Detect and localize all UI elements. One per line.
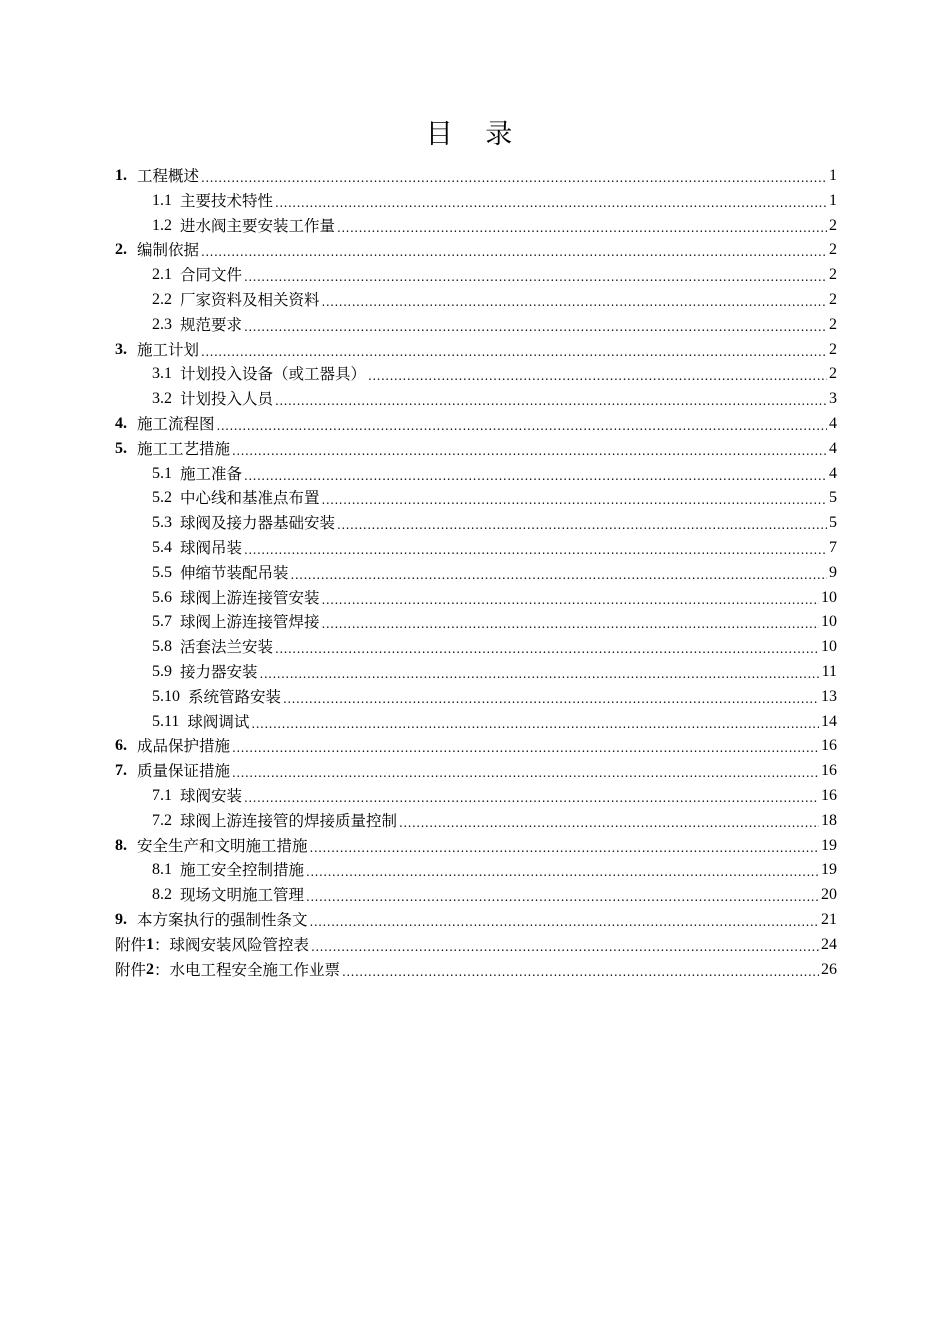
- toc-entry-page-number: 10: [821, 588, 837, 606]
- toc-entry-label: 进水阀主要安装工作量: [180, 216, 336, 235]
- toc-entry-label: 施工安全控制措施: [180, 861, 305, 880]
- toc-entry-page-number: 2: [829, 241, 837, 259]
- toc-entry-label: 合同文件: [180, 266, 243, 285]
- toc-entry-label: 活套法兰安装: [180, 638, 274, 657]
- toc-leader-dots: [322, 586, 819, 611]
- toc-entry-number: 8.2: [152, 886, 172, 904]
- toc-leader-dots: [399, 809, 819, 834]
- toc-entry[interactable]: [115, 586, 837, 611]
- toc-entry-number: 3.2: [152, 390, 172, 408]
- toc-entry-label: 成品保护措施: [137, 737, 231, 756]
- toc-entry-number: 5.: [115, 439, 127, 457]
- toc-entry-number: 7.: [115, 762, 127, 780]
- toc-entry[interactable]: [115, 710, 837, 735]
- toc-entry-label: 球阀及接力器基础安装: [180, 514, 336, 533]
- toc-leader-dots: [322, 288, 827, 313]
- toc-entry[interactable]: [115, 536, 837, 561]
- toc-entry-number: 5.7: [152, 613, 172, 631]
- toc-entry-page-number: 2: [829, 340, 837, 358]
- toc-leader-dots: [306, 858, 819, 883]
- toc-entry-number: 5.2: [152, 489, 172, 507]
- toc-entry-number: 4.: [115, 414, 127, 432]
- toc-leader-dots: [244, 784, 819, 809]
- toc-leader-dots: [342, 958, 819, 983]
- toc-entry[interactable]: [115, 883, 837, 908]
- table-of-contents: [115, 164, 837, 982]
- toc-entry-page-number: 10: [821, 638, 837, 656]
- toc-entry-label: 工程概述: [137, 167, 200, 185]
- toc-leader-dots: [251, 710, 819, 735]
- toc-entry-label: 接力器安装: [180, 662, 258, 681]
- toc-entry-page-number: 1: [829, 191, 837, 209]
- toc-entry[interactable]: [115, 908, 837, 933]
- toc-entry-label: 计划投入人员: [180, 390, 274, 409]
- toc-leader-dots: [244, 263, 827, 288]
- toc-leader-dots: [311, 933, 819, 958]
- toc-entry[interactable]: [115, 858, 837, 883]
- toc-leader-dots: [322, 610, 819, 635]
- toc-entry[interactable]: [115, 263, 837, 288]
- toc-entry-page-number: 4: [829, 414, 837, 432]
- toc-entry-label: 现场文明施工管理: [180, 886, 305, 905]
- toc-entry[interactable]: [115, 784, 837, 809]
- toc-entry-number: 5.4: [152, 538, 172, 556]
- toc-entry-label: 施工流程图: [137, 414, 215, 433]
- toc-entry-label: 施工工艺措施: [137, 439, 231, 458]
- toc-entry[interactable]: [115, 834, 837, 859]
- toc-entry-number: 5.10: [152, 687, 180, 705]
- toc-entry-number: 5.8: [152, 638, 172, 656]
- toc-entry[interactable]: [115, 958, 837, 983]
- toc-entry[interactable]: [115, 313, 837, 338]
- toc-entry-number: 8.1: [152, 861, 172, 879]
- toc-entry-page-number: 11: [821, 662, 837, 680]
- toc-entry-label: 球阀安装: [180, 786, 243, 805]
- toc-entry[interactable]: [115, 933, 837, 958]
- toc-entry-page-number: 24: [821, 935, 837, 953]
- toc-entry-label: 施工准备: [180, 464, 243, 483]
- toc-entry-prefix: 附件: [115, 960, 147, 979]
- toc-entry-number: 5.5: [152, 563, 172, 581]
- toc-leader-dots: [275, 189, 827, 214]
- toc-leader-dots: [337, 511, 827, 536]
- toc-entry-number: 2.1: [152, 266, 172, 284]
- toc-entry-page-number: 16: [821, 762, 837, 780]
- toc-entry[interactable]: [115, 734, 837, 759]
- toc-entry-number: 1.: [115, 167, 127, 184]
- toc-leader-dots: [201, 338, 827, 363]
- toc-entry[interactable]: [115, 338, 837, 363]
- toc-entry-label: 安全生产和文明施工措施: [137, 836, 308, 855]
- toc-entry-label: 施工计划: [137, 340, 200, 359]
- toc-entry-number: 2.3: [152, 315, 172, 333]
- toc-entry-number: 2.2: [152, 290, 172, 308]
- toc-entry-number: 5.11: [152, 712, 180, 730]
- toc-entry[interactable]: [115, 412, 837, 437]
- toc-entry-page-number: 21: [821, 910, 837, 928]
- toc-entry-label: 中心线和基准点布置: [180, 489, 320, 508]
- toc-entry[interactable]: [115, 561, 837, 586]
- toc-entry-number: 1: [146, 935, 155, 953]
- toc-entry-number: 5.3: [152, 514, 172, 532]
- toc-entry-page-number: 19: [821, 836, 837, 854]
- toc-entry-page-number: 14: [821, 712, 837, 730]
- toc-entry-page-number: 18: [821, 811, 837, 829]
- toc-leader-dots: [310, 908, 819, 933]
- toc-entry-number: 7.2: [152, 811, 172, 829]
- toc-entry-page-number: 4: [829, 464, 837, 482]
- toc-leader-dots: [275, 635, 819, 660]
- toc-entry-page-number: 2: [829, 365, 837, 383]
- toc-entry-label: 球阀上游连接管的焊接质量控制: [180, 811, 398, 830]
- toc-entry-label: 系统管路安装: [188, 687, 282, 706]
- toc-entry[interactable]: [115, 660, 837, 685]
- toc-entry-page-number: 7: [829, 538, 837, 556]
- toc-entry[interactable]: [115, 610, 837, 635]
- toc-entry-number: 9.: [115, 910, 127, 928]
- toc-entry-page-number: 4: [829, 439, 837, 457]
- toc-leader-dots: [260, 660, 820, 685]
- toc-leader-dots: [232, 759, 819, 784]
- toc-entry-label: ：水电工程安全施工作业票: [154, 960, 341, 979]
- toc-entry-page-number: 1: [829, 167, 837, 184]
- toc-leader-dots: [201, 164, 827, 189]
- toc-entry[interactable]: [115, 759, 837, 784]
- toc-entry-number: 5.6: [152, 588, 172, 606]
- toc-entry-number: 1.1: [152, 191, 172, 209]
- toc-leader-dots: [201, 238, 827, 263]
- toc-leader-dots: [291, 561, 827, 586]
- toc-entry-label: 本方案执行的强制性条文: [137, 910, 308, 929]
- toc-entry-label: 规范要求: [180, 315, 243, 334]
- toc-entry-number: 1.2: [152, 216, 172, 234]
- toc-leader-dots: [283, 685, 819, 710]
- toc-entry[interactable]: [115, 685, 837, 710]
- toc-entry-number: 3.1: [152, 365, 172, 383]
- toc-entry-label: 主要技术特性: [180, 191, 274, 210]
- toc-leader-dots: [232, 437, 827, 462]
- toc-entry-label: 球阀调试: [187, 712, 250, 731]
- toc-leader-dots: [306, 883, 819, 908]
- toc-entry[interactable]: [115, 809, 837, 834]
- toc-entry-number: 8.: [115, 836, 127, 854]
- toc-entry[interactable]: [115, 511, 837, 536]
- toc-entry[interactable]: [115, 387, 837, 412]
- toc-entry-label: 编制依据: [137, 241, 200, 260]
- toc-entry-page-number: 10: [821, 613, 837, 631]
- toc-entry[interactable]: [115, 189, 837, 214]
- toc-leader-dots: [275, 387, 827, 412]
- toc-entry[interactable]: [115, 486, 837, 511]
- toc-entry[interactable]: [115, 214, 837, 239]
- toc-entry-number: 5.1: [152, 464, 172, 482]
- toc-entry-number: 5.9: [152, 662, 172, 680]
- toc-entry-page-number: 9: [829, 563, 837, 581]
- toc-leader-dots: [244, 536, 827, 561]
- toc-entry-page-number: 2: [829, 290, 837, 308]
- toc-entry[interactable]: [115, 238, 837, 263]
- toc-entry-number: 2.: [115, 241, 127, 259]
- toc-entry-page-number: 2: [829, 216, 837, 234]
- toc-leader-dots: [310, 834, 819, 859]
- toc-title: 目 录: [425, 119, 525, 150]
- toc-entry[interactable]: [115, 437, 837, 462]
- toc-entry-page-number: 16: [821, 737, 837, 755]
- toc-entry-label: 球阀吊装: [180, 538, 243, 557]
- toc-entry-page-number: 2: [829, 266, 837, 284]
- toc-entry-page-number: 3: [829, 390, 837, 408]
- toc-entry-page-number: 19: [821, 861, 837, 879]
- toc-entry[interactable]: [115, 164, 837, 189]
- toc-entry-label: 球阀上游连接管焊接: [180, 613, 320, 632]
- toc-leader-dots: [322, 486, 827, 511]
- toc-entry-page-number: 2: [829, 315, 837, 333]
- toc-entry-number: 7.1: [152, 786, 172, 804]
- toc-leader-dots: [244, 313, 827, 338]
- toc-entry-label: 计划投入设备（或工器具）: [180, 365, 367, 384]
- toc-entry-label: ：球阀安装风险管控表: [154, 935, 310, 954]
- toc-leader-dots: [217, 412, 827, 437]
- toc-entry-page-number: 5: [829, 489, 837, 507]
- toc-entry-number: 3.: [115, 340, 127, 358]
- toc-entry-page-number: 5: [829, 514, 837, 532]
- toc-entry-prefix: 附件: [115, 935, 147, 954]
- toc-leader-dots: [244, 462, 827, 487]
- toc-entry-label: 质量保证措施: [137, 762, 231, 781]
- toc-entry[interactable]: [115, 362, 837, 387]
- toc-entry-page-number: 26: [821, 960, 837, 978]
- toc-leader-dots: [368, 362, 827, 387]
- toc-entry-number: 2: [146, 960, 155, 978]
- toc-entry-label: 球阀上游连接管安装: [180, 588, 320, 607]
- toc-entry-page-number: 20: [821, 886, 837, 904]
- toc-entry[interactable]: [115, 288, 837, 313]
- toc-entry-label: 伸缩节装配吊装: [180, 563, 289, 582]
- toc-entry-number: 6.: [115, 737, 127, 755]
- toc-leader-dots: [232, 734, 819, 759]
- toc-entry-page-number: 13: [821, 687, 837, 705]
- toc-entry[interactable]: [115, 635, 837, 660]
- toc-entry[interactable]: [115, 462, 837, 487]
- toc-leader-dots: [337, 214, 827, 239]
- toc-entry-label: 厂家资料及相关资料: [180, 290, 320, 309]
- toc-entry-page-number: 16: [821, 786, 837, 804]
